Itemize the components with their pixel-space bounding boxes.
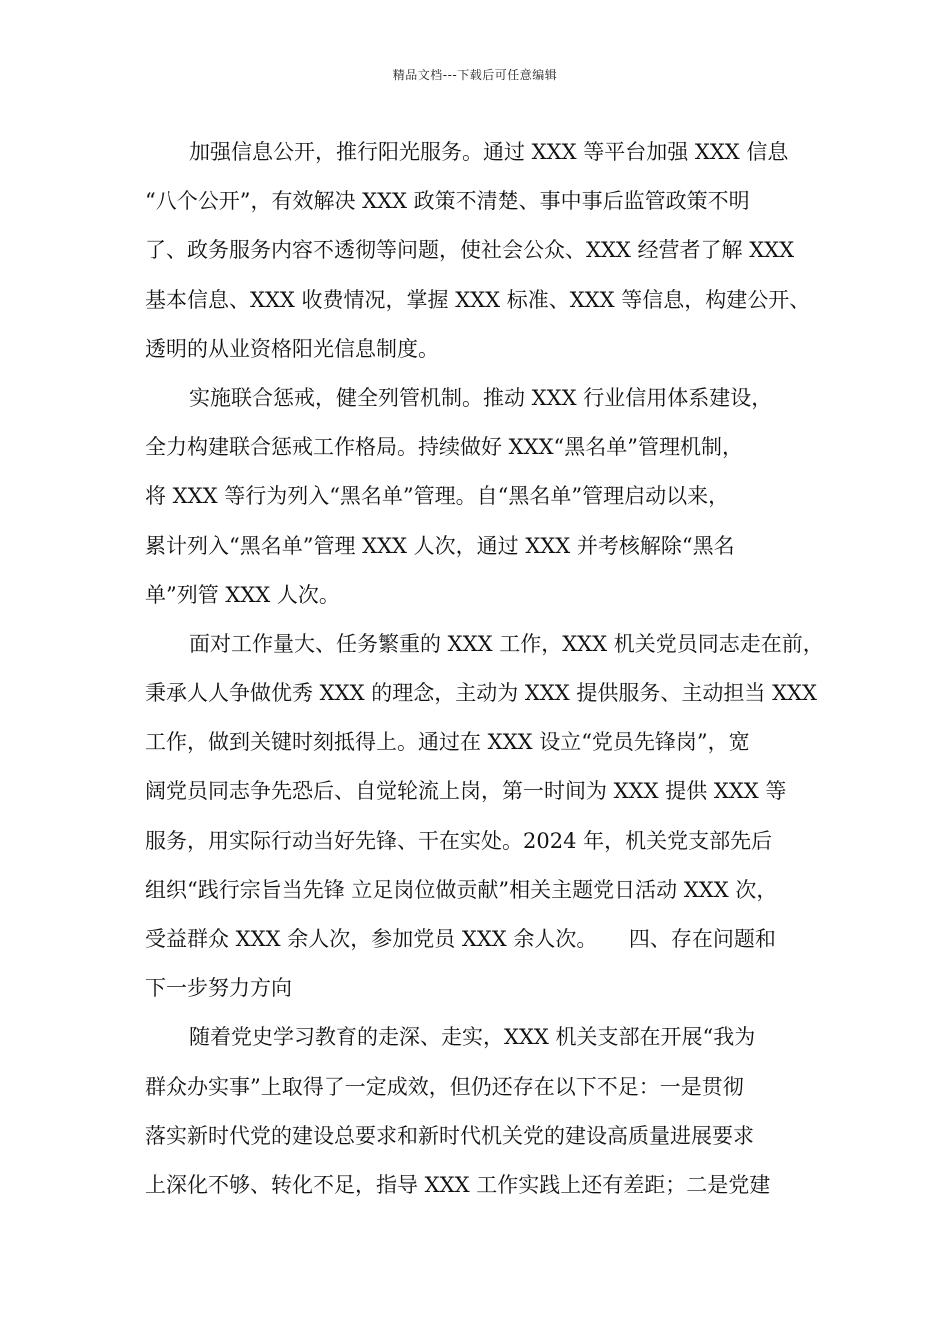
page-header: 精品文档---下载后可任意编辑 bbox=[392, 68, 558, 82]
paragraph bbox=[145, 128, 817, 374]
text-line: 透明的从业资格阳光信息制度。 bbox=[145, 336, 439, 361]
text-line: 阔党员同志争先恐后、自觉轮流上岗，第一时间为 XXX 提供 XXX 等 bbox=[145, 779, 787, 804]
text-line: 累计列入“黑名单”管理 XXX 人次，通过 XXX 并考核解除“黑名 bbox=[145, 533, 735, 558]
text-line: 服务，用实际行动当好先锋、干在实处。2024 年，机关党支部先后 bbox=[145, 828, 773, 853]
text-line: 群众办实事”上取得了一定成效，但仍还存在以下不足：一是贯彻 bbox=[145, 1074, 744, 1099]
text-line: 秉承人人争做优秀 XXX 的理念，主动为 XXX 提供服务、主动担当 XXX bbox=[145, 681, 817, 706]
text-line: 受益群众 XXX 余人次，参加党员 XXX 余人次。 四、存在问题和 bbox=[145, 927, 776, 951]
text-line: 随着党史学习教育的走深、走实，XXX 机关支部在开展“我为 bbox=[189, 1025, 756, 1050]
text-line: 上深化不够、转化不足，指导 XXX 工作实践上还有差距；二是党建 bbox=[145, 1172, 771, 1197]
text-line: 面对工作量大、任务繁重的 XXX 工作，XXX 机关党员同志走在前， bbox=[189, 631, 824, 656]
text-line: “八个公开”，有效解决 XXX 政策不清楚、事中事后监管政策不明 bbox=[145, 189, 750, 214]
text-line: 了、政务服务内容不透彻等问题，使社会公众、XXX 经营者了解 XXX bbox=[145, 238, 795, 263]
text-line: 基本信息、XXX 收费情况，掌握 XXX 标准、XXX 等信息，构建公开、 bbox=[145, 287, 811, 312]
text-line: 组织“践行宗旨当先锋 立足岗位做贡献”相关主题党日活动 XXX 次， bbox=[145, 877, 778, 902]
text-line: 将 XXX 等行为列入“黑名单”管理。自“黑名单”管理启动以来， bbox=[145, 484, 730, 509]
paragraph bbox=[145, 1013, 817, 1210]
paragraph bbox=[145, 620, 824, 1014]
paragraph bbox=[145, 374, 817, 620]
text-line: 全力构建联合惩戒工作格局。持续做好 XXX“黑名单”管理机制， bbox=[145, 435, 743, 460]
text-line: 单”列管 XXX 人次。 bbox=[145, 582, 340, 607]
text-line: 实施联合惩戒，健全列管机制。推动 XXX 行业信用体系建设， bbox=[189, 385, 773, 410]
text-line: 工作，做到关键时刻抵得上。通过在 XXX 设立“党员先锋岗”，宽 bbox=[145, 730, 750, 755]
text-line: 落实新时代党的建设总要求和新时代机关党的建设高质量进展要求 bbox=[145, 1123, 754, 1148]
document-body bbox=[145, 128, 824, 1210]
text-line: 下一步努力方向 bbox=[145, 976, 292, 1001]
text-line: 加强信息公开，推行阳光服务。通过 XXX 等平台加强 XXX 信息 bbox=[189, 140, 789, 164]
